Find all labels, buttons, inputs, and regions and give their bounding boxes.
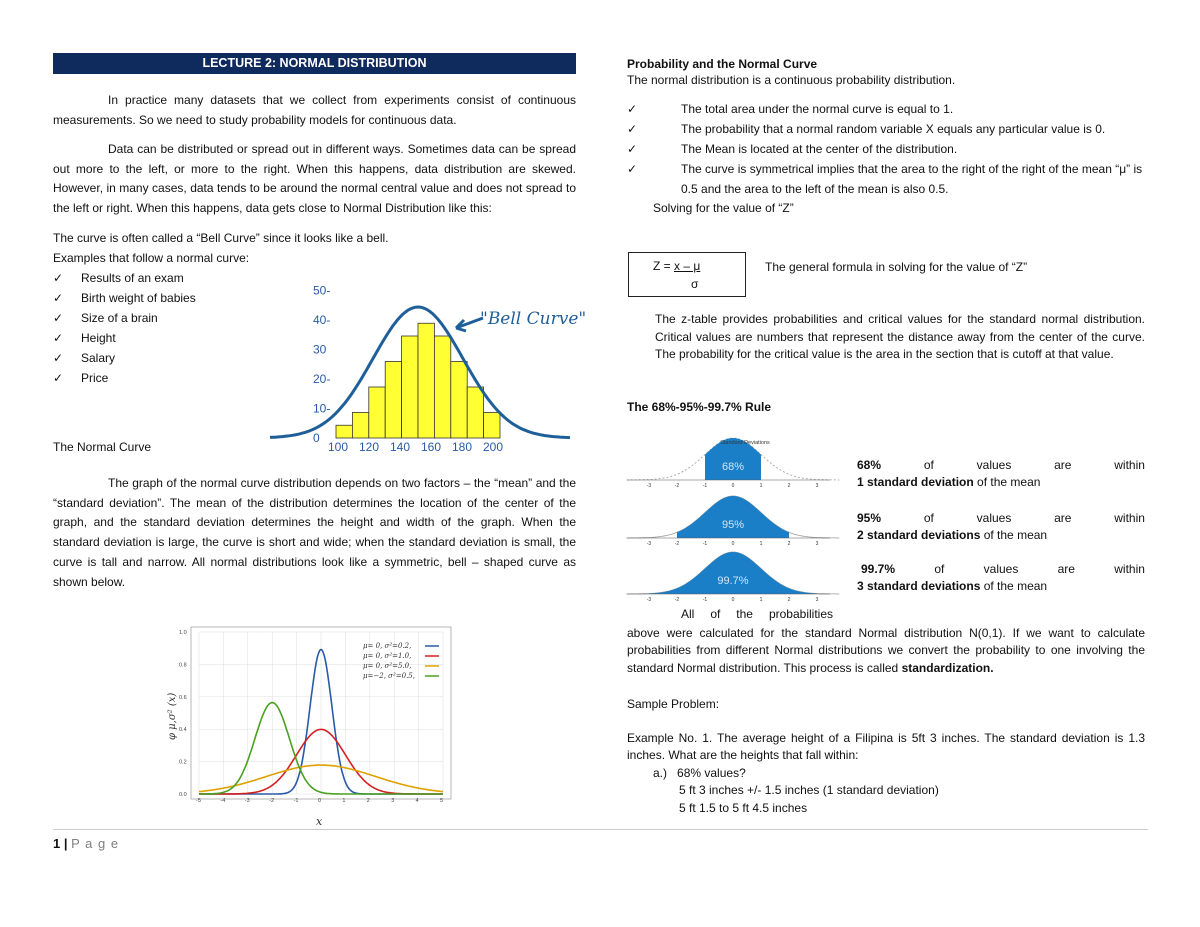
x-tick-label: 100 xyxy=(328,440,349,454)
check-icon: ✓ xyxy=(627,122,638,136)
std-tick-label: 0 xyxy=(731,597,735,603)
check-icon: ✓ xyxy=(53,311,64,326)
list-item: ✓ Results of an exam xyxy=(53,268,576,288)
percent-label: 99.7% xyxy=(717,575,749,587)
y-tick-label: 0 xyxy=(313,431,320,445)
probabilities-line: All of the probabilities xyxy=(681,607,833,621)
formula-denominator: σ xyxy=(691,277,699,291)
check-icon: ✓ xyxy=(53,271,64,286)
y-tick-label: 20- xyxy=(313,372,331,386)
std-tick-label: -3 xyxy=(646,483,652,489)
std-tick-label: -2 xyxy=(674,541,680,547)
std-tick-label: 3 xyxy=(815,597,819,603)
x-tick-label: 2 xyxy=(366,798,370,804)
x-tick-label: 3 xyxy=(391,798,395,804)
list-item: ✓ Birth weight of babies xyxy=(53,288,576,308)
z-formula-box xyxy=(628,252,746,297)
y-tick-label: 40- xyxy=(313,313,331,327)
examples-title: Examples that follow a normal curve: xyxy=(53,251,250,266)
shaded-area xyxy=(677,496,789,538)
empirical-rule-figures xyxy=(625,430,855,610)
sample-problem-label: Sample Problem: xyxy=(627,697,720,711)
shaded-area xyxy=(649,552,817,594)
histogram-bar xyxy=(484,413,500,439)
check-icon: ✓ xyxy=(53,291,64,306)
example-paragraph: Example No. 1. The average height of a Filipina is 5ft 3 inches. The standard deviation is 1.3 inches. What are the heights that fall within: xyxy=(627,731,1145,763)
y-tick-label: 0.8 xyxy=(179,662,187,669)
x-tick-label: 200 xyxy=(483,440,504,454)
probability-heading: Probability and the Normal Curve xyxy=(627,57,818,71)
std-tick-label: 2 xyxy=(787,483,791,489)
x-tick-label: 0 xyxy=(318,798,322,804)
histogram-bar xyxy=(336,425,352,438)
std-tick-label: 0 xyxy=(731,483,735,489)
std-tick-label: 1 xyxy=(759,541,763,547)
list-item: ✓ Price xyxy=(53,368,576,388)
list-item: ✓ The probability that a normal random variable X equals any particular value is 0. xyxy=(627,119,1147,139)
histogram-bar xyxy=(467,387,483,438)
check-icon: ✓ xyxy=(627,162,638,176)
histogram-bar xyxy=(352,413,368,439)
legend-entry: μ= 0, σ²=0.2, xyxy=(363,642,412,650)
standardization-paragraph: above were calculated for the standard Normal distribution N(0,1). If we want to calculate probabilities from different Normal distributions we convert the probability to one involving the standard Normal distribution. This process is called standardization. xyxy=(627,626,1145,675)
z-table-paragraph: The z-table provides probabilities and critical values for the standard normal distribution. Critical values are numbers that represent the distance away from the center of the curve. The probability for the critical value is the area in the section that is cutoff at that value. xyxy=(655,312,1145,361)
bell-arrow-icon xyxy=(456,318,483,331)
right-column xyxy=(627,53,1147,217)
check-icon: ✓ xyxy=(627,102,638,116)
percent-label: 68% xyxy=(721,461,745,473)
x-tick-label: -5 xyxy=(196,798,201,804)
pdf-y-label: φ μ,σ² (x) xyxy=(167,692,178,740)
rule-heading: The 68%-95%-99.7% Rule xyxy=(627,400,772,414)
bell-curve-chart xyxy=(268,283,587,455)
std-tick-label: -2 xyxy=(674,597,680,603)
distribution-paragraph: Data can be distributed or spread out in different ways. Sometimes data can be spread out more to the left, or more to the right. When this happens, data distribution are skewed. However, in many cases, data tends to be around the normal central value and does not spread to the left or right. When this happens, data gets close to Normal Distribution like this: xyxy=(53,142,576,215)
std-tick-label: 3 xyxy=(815,541,819,547)
list-item: ✓ The Mean is located at the center of the distribution. xyxy=(627,139,1147,159)
x-tick-label: -3 xyxy=(244,798,250,804)
std-tick-label: -1 xyxy=(702,541,708,547)
probability-bullets xyxy=(627,99,1147,199)
y-tick-label: 10- xyxy=(313,401,331,416)
normal-pdf-chart xyxy=(163,622,456,827)
bell-curve-line: The curve is often called a “Bell Curve” since it looks like a bell. xyxy=(53,230,389,245)
histogram-bar xyxy=(434,336,450,438)
rule-95: 95% of values are within 2 standard deviations of the mean xyxy=(857,511,1145,542)
check-icon: ✓ xyxy=(627,142,638,156)
rule-68: 68% of values are within 1 standard deviation of the mean xyxy=(857,458,1145,489)
y-tick-label: 0.6 xyxy=(179,694,187,701)
x-tick-label: -4 xyxy=(220,798,226,804)
list-item: ✓ Height xyxy=(53,328,576,348)
histogram-bar xyxy=(369,387,385,438)
std-dev-label: Standard Deviations xyxy=(720,440,770,446)
std-tick-label: 2 xyxy=(787,541,791,547)
probability-intro: The normal distribution is a continuous probability distribution. xyxy=(627,73,956,87)
solving-line: Solving for the value of “Z” xyxy=(653,201,794,215)
formula-description: The general formula in solving for the value of “Z” xyxy=(765,260,1028,274)
std-tick-label: -3 xyxy=(646,541,652,547)
std-tick-label: 1 xyxy=(759,597,763,603)
histogram-bar xyxy=(418,323,434,438)
y-tick-label: 30 xyxy=(313,342,327,357)
formula-numerator: x – μ xyxy=(674,259,701,273)
pdf-x-label: x xyxy=(316,815,323,828)
footer-divider xyxy=(53,829,1148,830)
list-item: ✓ Size of a brain xyxy=(53,308,576,328)
x-tick-label: -1 xyxy=(293,798,299,804)
histogram-bar xyxy=(402,336,418,438)
std-tick-label: -2 xyxy=(674,483,680,489)
formula-z: Z = xyxy=(653,259,675,273)
std-tick-label: 2 xyxy=(787,597,791,603)
x-tick-label: -2 xyxy=(269,798,275,804)
std-tick-label: 0 xyxy=(731,541,735,547)
legend-entry: μ= 0, σ²=1.0, xyxy=(363,652,412,660)
check-icon: ✓ xyxy=(53,331,64,346)
y-tick-label: 0.0 xyxy=(179,792,187,798)
y-tick-label: 0.2 xyxy=(179,759,187,766)
normal-curve-paragraph: The graph of the normal curve distribution depends on two factors – the “mean” and the “standard deviation”. The mean of the distribution determines the location of the center of the graph, and the standard deviation determines the height and width of the graph. When the standard deviation is large, the curve is short and wide; when the standard deviation is small, the curve is tall and narrow. All normal distributions look like a symmetric, bell – shaped curve as shown below. xyxy=(53,475,576,589)
normal-curve-heading: The Normal Curve xyxy=(53,440,152,455)
bell-curve-label: "Bell Curve" xyxy=(480,309,587,329)
legend-entry: μ=−2, σ²=0.5, xyxy=(363,672,415,680)
x-tick-label: 5 xyxy=(440,798,444,804)
rule-99-7: 99.7% of values are within 3 standard deviations of the mean xyxy=(857,562,1145,593)
intro-paragraph: In practice many datasets that we collect from experiments consist of continuous measurements. So we need to study probability models for continuous data. xyxy=(53,93,576,127)
histogram-bar xyxy=(385,362,401,439)
std-tick-label: -1 xyxy=(702,597,708,603)
x-tick-label: 140 xyxy=(390,440,411,454)
std-tick-label: -1 xyxy=(702,483,708,489)
x-tick-label: 120 xyxy=(359,440,380,454)
x-tick-label: 180 xyxy=(452,440,473,454)
x-tick-label: 160 xyxy=(421,440,442,454)
check-icon: ✓ xyxy=(53,371,64,386)
y-tick-label: 1.0 xyxy=(179,630,187,636)
std-tick-label: 3 xyxy=(815,483,819,489)
list-item: ✓ The curve is symmetrical implies that the area to the right of the right of the mean “μ” is 0.5 and the area to the left of the mean is also 0.5. xyxy=(627,159,1147,199)
example-answer: a.) 68% values? 5 ft 3 inches +/- 1.5 inches (1 standard deviation) 5 ft 1.5 to 5 ft 4.5 inches xyxy=(653,766,939,815)
y-tick-label: 0.4 xyxy=(179,727,187,734)
y-tick-label: 50- xyxy=(313,283,331,298)
histogram-bar xyxy=(451,362,467,439)
list-item: ✓ The total area under the normal curve is equal to 1. xyxy=(627,99,1147,119)
list-item: ✓ Salary xyxy=(53,348,576,368)
check-icon: ✓ xyxy=(53,351,64,366)
x-tick-label: 4 xyxy=(415,798,419,804)
legend-entry: μ= 0, σ²=5.0, xyxy=(363,662,412,670)
lecture-title: LECTURE 2: NORMAL DISTRIBUTION xyxy=(53,53,576,74)
page-footer: 1 | P a g e xyxy=(53,836,120,851)
std-tick-label: 1 xyxy=(759,483,763,489)
percent-label: 95% xyxy=(721,519,745,531)
std-tick-label: -3 xyxy=(646,597,652,603)
x-tick-label: 1 xyxy=(342,798,346,804)
